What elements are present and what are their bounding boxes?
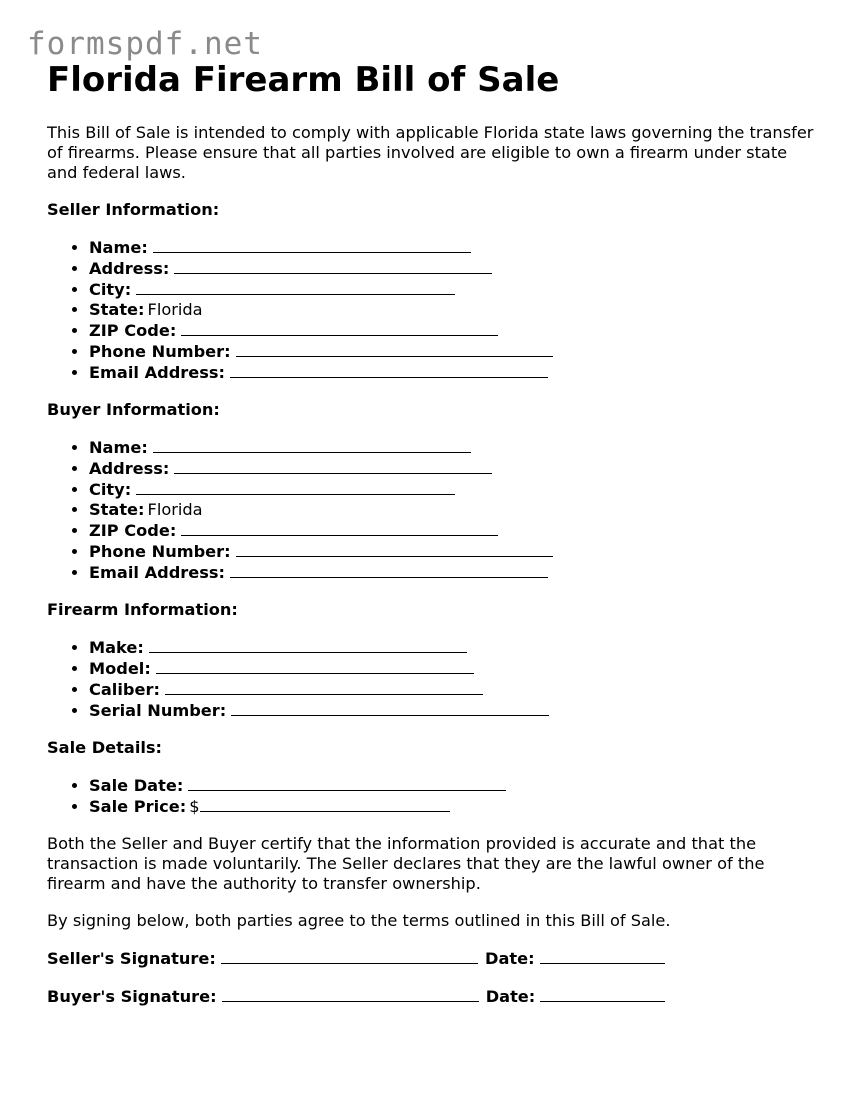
watermark-logo: formspdf.net <box>27 26 263 62</box>
field-label: Phone Number: <box>89 342 231 361</box>
sale-price-input-line[interactable] <box>200 796 450 812</box>
field-label: ZIP Code: <box>89 321 177 340</box>
firearm-model-input-line[interactable] <box>156 658 474 674</box>
field-label: Model: <box>89 659 151 678</box>
certification-paragraph: Both the Seller and Buyer certify that the information provided is accurate and that the transaction is made voluntarily. The Seller declares that they are the lawful owner of the firearm and have the authority to transfer ownership. <box>47 834 765 893</box>
buyer-signature-line[interactable] <box>222 986 479 1002</box>
field-label: City: <box>89 480 132 499</box>
sale-fields-list <box>47 775 817 817</box>
seller-zip-input-line[interactable] <box>181 320 498 336</box>
seller-address-input-line[interactable] <box>174 258 492 274</box>
buyer-signature-label: Buyer's Signature: <box>47 987 217 1006</box>
field-label: Email Address: <box>89 563 225 582</box>
firearm-serial-field <box>89 700 817 721</box>
field-label: Name: <box>89 238 148 257</box>
buyer-phone-field <box>89 541 817 562</box>
seller-state-field <box>89 300 817 320</box>
seller-date-label: Date: <box>485 949 535 968</box>
currency-symbol: $ <box>189 797 200 816</box>
field-label: ZIP Code: <box>89 521 177 540</box>
field-label: Name: <box>89 438 148 457</box>
field-label: Address: <box>89 459 170 478</box>
seller-email-field <box>89 362 817 383</box>
firearm-caliber-field <box>89 679 817 700</box>
field-label: City: <box>89 280 132 299</box>
seller-fields-list <box>47 237 817 383</box>
buyer-address-field <box>89 458 817 479</box>
seller-state-value: Florida <box>147 300 203 319</box>
field-label: Email Address: <box>89 363 225 382</box>
seller-city-field <box>89 279 817 300</box>
seller-signature-line[interactable] <box>221 948 478 964</box>
seller-phone-input-line[interactable] <box>236 341 553 357</box>
buyer-section-heading: Buyer Information: <box>47 400 220 419</box>
seller-city-input-line[interactable] <box>136 279 455 295</box>
firearm-serial-input-line[interactable] <box>231 700 549 716</box>
buyer-email-field <box>89 562 817 583</box>
firearm-make-field <box>89 637 817 658</box>
buyer-name-field <box>89 437 817 458</box>
sale-section-heading: Sale Details: <box>47 738 163 757</box>
seller-address-field <box>89 258 817 279</box>
field-label: Sale Date: <box>89 776 184 795</box>
field-label: Sale Price: <box>89 797 187 816</box>
field-label: State: <box>89 500 145 519</box>
agreement-paragraph: By signing below, both parties agree to the terms outlined in this Bill of Sale. <box>47 911 671 930</box>
firearm-caliber-input-line[interactable] <box>165 679 483 695</box>
page-title: Florida Firearm Bill of Sale <box>47 60 560 100</box>
sale-date-input-line[interactable] <box>188 775 506 791</box>
buyer-phone-input-line[interactable] <box>236 541 553 557</box>
firearm-fields-list <box>47 637 817 721</box>
seller-zip-field <box>89 320 817 341</box>
field-label: Make: <box>89 638 144 657</box>
firearm-make-input-line[interactable] <box>149 637 467 653</box>
buyer-name-input-line[interactable] <box>153 437 471 453</box>
buyer-signature-row <box>47 986 817 1007</box>
seller-phone-field <box>89 341 817 362</box>
field-label: Address: <box>89 259 170 278</box>
seller-name-input-line[interactable] <box>153 237 471 253</box>
firearm-model-field <box>89 658 817 679</box>
buyer-state-value: Florida <box>147 500 203 519</box>
seller-name-field <box>89 237 817 258</box>
buyer-date-line[interactable] <box>540 986 665 1002</box>
buyer-city-field <box>89 479 817 500</box>
buyer-email-input-line[interactable] <box>230 562 548 578</box>
buyer-city-input-line[interactable] <box>136 479 455 495</box>
buyer-zip-field <box>89 520 817 541</box>
sale-date-field <box>89 775 817 796</box>
document <box>47 58 817 1007</box>
buyer-address-input-line[interactable] <box>174 458 492 474</box>
buyer-date-label: Date: <box>485 987 536 1006</box>
sale-price-field <box>89 796 817 817</box>
intro-paragraph: This Bill of Sale is intended to comply with applicable Florida state laws governing the transfer of firearms. Please ensure that all parties involved are eligible to own a firearm under state and federal laws. <box>47 123 814 182</box>
buyer-state-field <box>89 500 817 520</box>
seller-signature-row <box>47 948 817 969</box>
field-label: State: <box>89 300 145 319</box>
field-label: Phone Number: <box>89 542 231 561</box>
field-label: Caliber: <box>89 680 160 699</box>
seller-signature-label: Seller's Signature: <box>47 949 216 968</box>
firearm-section-heading: Firearm Information: <box>47 600 238 619</box>
buyer-zip-input-line[interactable] <box>181 520 498 536</box>
seller-email-input-line[interactable] <box>230 362 548 378</box>
field-label: Serial Number: <box>89 701 227 720</box>
buyer-fields-list <box>47 437 817 583</box>
seller-date-line[interactable] <box>540 948 665 964</box>
seller-section-heading: Seller Information: <box>47 200 220 219</box>
